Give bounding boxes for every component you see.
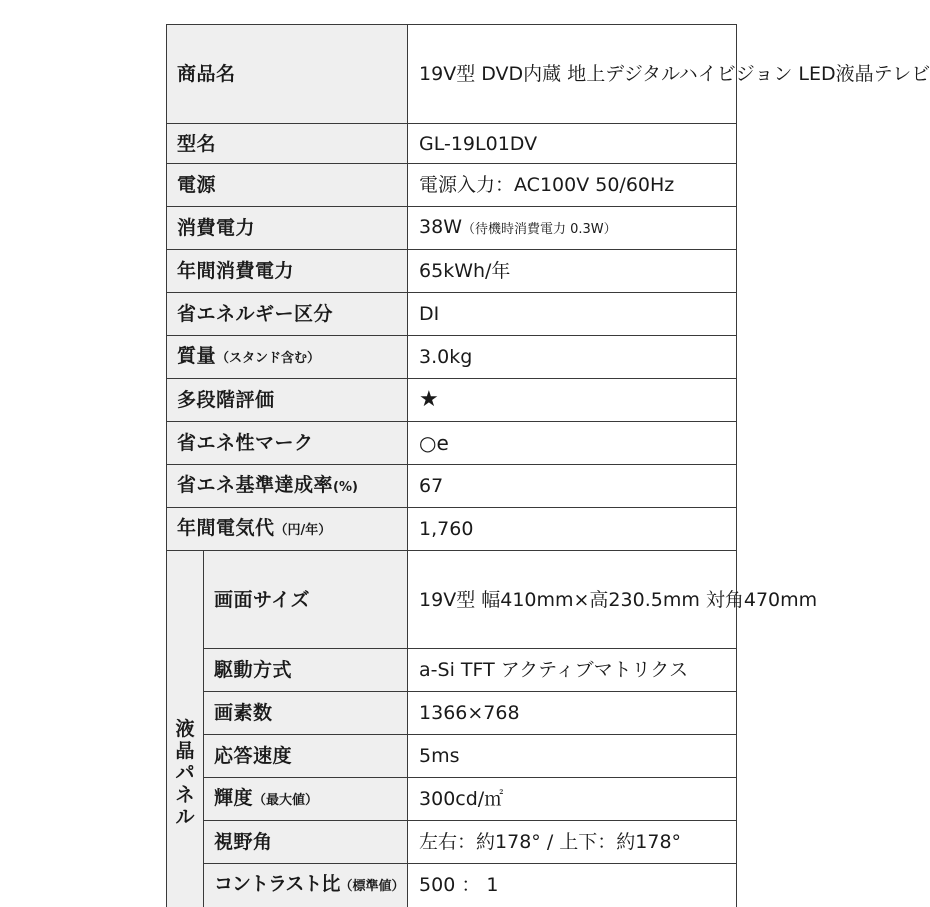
spec-label-note: （最大値） (253, 792, 319, 808)
spec-value: 19V型 幅410mm×高230.5mm 対角470mm (408, 551, 737, 649)
panel-row-screen-size (167, 551, 737, 649)
spec-label: 省エネルギー区分 (167, 293, 408, 336)
spec-label: 質量（スタンド含む） (167, 336, 408, 379)
spec-label: 消費電力 (167, 207, 408, 250)
spec-row-product-name (167, 25, 737, 124)
panel-row-pixels (167, 692, 737, 735)
spec-value: 67 (408, 465, 737, 508)
spec-label: 型名 (167, 124, 408, 164)
spec-value: 5ms (408, 735, 737, 778)
spec-row-power-source (167, 164, 737, 207)
spec-value: a-Si TFT アクティブマトリクス (408, 649, 737, 692)
spec-row-rating (167, 379, 737, 422)
spec-value: DI (408, 293, 737, 336)
spec-label: 画素数 (204, 692, 408, 735)
spec-value: 19V型 DVD内蔵 地上デジタルハイビジョン LED液晶テレビ (408, 25, 737, 124)
spec-label: 画面サイズ (204, 551, 408, 649)
spec-label-note: （標準値） (339, 878, 405, 894)
spec-label: 電源 (167, 164, 408, 207)
panel-row-contrast (167, 864, 737, 907)
panel-row-viewing-angle (167, 821, 737, 864)
spec-row-model (167, 124, 737, 164)
spec-label-note: (%) (333, 479, 358, 495)
spec-value: 電源入力：AC100V 50/60Hz (408, 164, 737, 207)
spec-label: 多段階評価 (167, 379, 408, 422)
spec-label: 年間消費電力 (167, 250, 408, 293)
spec-label: 視野角 (204, 821, 408, 864)
spec-value (408, 422, 737, 465)
spec-value: 1366×768 (408, 692, 737, 735)
spec-value: 38W（待機時消費電力 0.3W） (408, 207, 737, 250)
spec-label: コントラスト比（標準値） (204, 864, 408, 907)
spec-label-note: （円/年） (274, 522, 332, 538)
panel-row-brightness (167, 778, 737, 821)
spec-label: 輝度（最大値） (204, 778, 408, 821)
eco-mark-icon: ○e (419, 430, 449, 455)
spec-row-annual-power (167, 250, 737, 293)
star-icon: ★ (419, 387, 439, 412)
spec-label: 省エネ基準達成率(%) (167, 465, 408, 508)
spec-value: 左右：約178° / 上下：約178° (408, 821, 737, 864)
spec-value: 500 ： 1 (408, 864, 737, 907)
panel-row-response (167, 735, 737, 778)
spec-row-annual-cost (167, 508, 737, 551)
spec-label: 省エネ性マーク (167, 422, 408, 465)
spec-label: 駆動方式 (204, 649, 408, 692)
spec-value: 1,760 (408, 508, 737, 551)
spec-row-power-consumption (167, 207, 737, 250)
spec-row-achievement-rate (167, 465, 737, 508)
spec-label: 年間電気代（円/年） (167, 508, 408, 551)
spec-row-energy-class (167, 293, 737, 336)
spec-row-weight (167, 336, 737, 379)
spec-row-eco-mark (167, 422, 737, 465)
panel-group-label: 液晶パネル (167, 551, 204, 907)
spec-value: 300cd/㎡ (408, 778, 737, 821)
spec-label: 応答速度 (204, 735, 408, 778)
spec-value (408, 379, 737, 422)
spec-value: GL-19L01DV (408, 124, 737, 164)
panel-row-drive (167, 649, 737, 692)
spec-label-note: （スタンド含む） (216, 350, 321, 366)
spec-value-note: （待機時消費電力 0.3W） (461, 221, 617, 237)
spec-label: 商品名 (167, 25, 408, 124)
spec-value: 3.0kg (408, 336, 737, 379)
spec-value: 65kWh/年 (408, 250, 737, 293)
spec-table (166, 24, 930, 907)
